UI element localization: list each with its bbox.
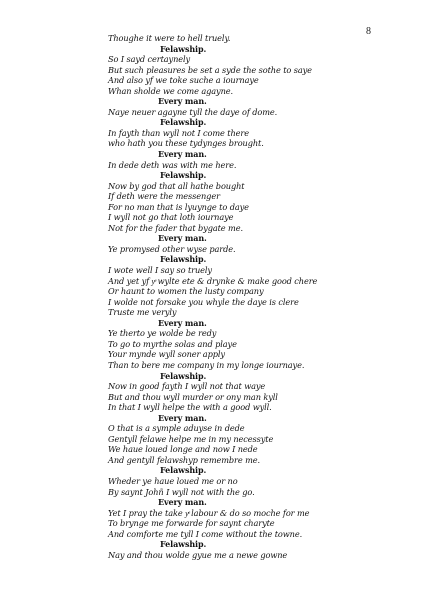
verse-line: To brynge me forwarde for saynt charyte (108, 518, 275, 529)
verse-line: We haue loued longe and now I nede (108, 444, 258, 455)
verse-line: By saynt Johñ I wyll not with the go. (108, 486, 255, 497)
verse-line: Your mynde wyll soner apply (108, 349, 225, 360)
verse-line: O that is a symple aduyse in dede (108, 423, 245, 434)
verse-line: And also yf we toke suche a iournaye (108, 75, 259, 86)
speaker-heading: Felawship. (160, 465, 207, 476)
verse-line: Ye promysed other wyse parde. (108, 243, 236, 254)
verse-line: Naye neuer agayne tyll the daye of dome. (108, 106, 278, 117)
verse-line: Thoughe it were to hell truely. (108, 33, 231, 43)
verse-line: Not for the fader that bygate me. (108, 222, 243, 233)
verse-line: So I sayd certaynely (108, 54, 191, 65)
speaker-heading: Felawship. (160, 170, 207, 181)
page-number: 8 (366, 26, 371, 37)
play-text (108, 33, 408, 560)
verse-line: In that I wyll helpe the with a good wyll. (108, 402, 272, 413)
speaker-heading: Every man. (158, 412, 207, 423)
verse-line: Than to bere me company in my longe iournaye. (108, 359, 305, 370)
verse-line: Yet I pray the take yͤ labour & do so moche for me (108, 507, 310, 518)
speaker-heading: Every man. (158, 497, 207, 508)
verse-line: Ye therto ye wolde be redy (108, 328, 217, 339)
verse-line: Wheder ye haue loued me or no (108, 475, 238, 486)
speaker-heading: Every man. (158, 96, 207, 107)
verse-line: Gentyll felawe helpe me in my necessyte (108, 433, 274, 444)
speaker-heading: Felawship. (160, 43, 207, 54)
verse-line: Nay and thou wolde gyue me a newe gowne (108, 549, 288, 560)
verse-line: I wyll not go that loth iournaye (108, 212, 234, 223)
speaker-heading: Felawship. (160, 117, 207, 128)
speaker-heading: Felawship. (160, 539, 207, 550)
verse-line: In dede deth was with me here. (108, 159, 237, 170)
speaker-heading: Every man. (158, 317, 207, 328)
verse-line: Or haunt to women the lusty company (108, 286, 264, 297)
verse-line: And gentyll felawshyp remembre me. (108, 454, 261, 465)
verse-line: Now by god that all hathe bought (108, 180, 245, 191)
speaker-heading: Every man. (158, 233, 207, 244)
verse-line: But such pleasures be set a syde the sothe to saye (108, 64, 312, 75)
verse-line: I wote well I say so truely (108, 265, 212, 276)
speaker-heading: Felawship. (160, 370, 207, 381)
verse-line: And comforte me tyll I come without the towne. (108, 528, 303, 539)
verse-line: Truste me veryly (108, 307, 177, 318)
verse-line: Whan sholde we come agayne. (108, 85, 233, 96)
verse-line: Now in good fayth I wyll not that waye (108, 381, 266, 392)
verse-line: But and thou wyll murder or ony man kyll (108, 391, 278, 402)
verse-line: In fayth than wyll not I come there (108, 127, 249, 138)
verse-line: If deth were the messenger (108, 191, 220, 202)
verse-line: who hath you these tydynges brought. (108, 138, 264, 149)
speaker-heading: Every man. (158, 149, 207, 160)
verse-line: To go to myrthe solas and playe (108, 338, 237, 349)
speaker-heading: Felawship. (160, 254, 207, 265)
verse-line: And yet yf yͤ wylte ete & drynke & make good chere (108, 275, 318, 286)
verse-line: I wolde not forsake you whyle the daye is clere (108, 296, 299, 307)
verse-line: For no man that is lyuynge to daye (108, 201, 249, 212)
